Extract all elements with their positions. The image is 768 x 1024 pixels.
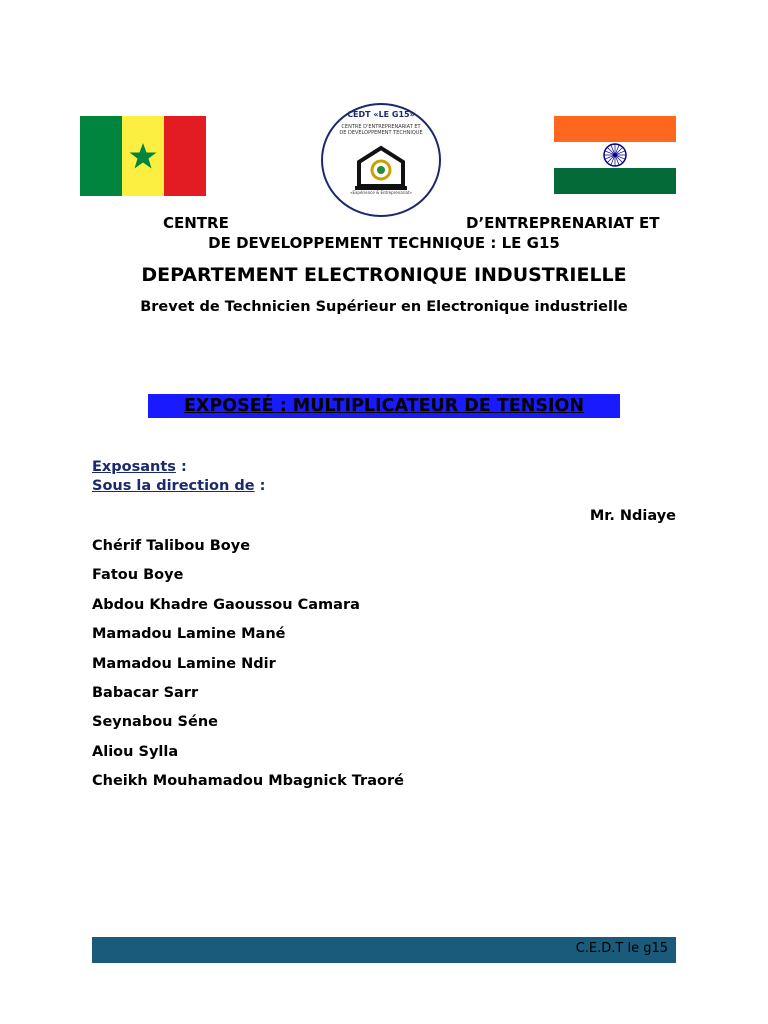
supervisor-name: Mr. Ndiaye bbox=[589, 508, 676, 524]
presenter-item: Mamadou Lamine Ndir bbox=[92, 655, 276, 672]
centre-label: CENTRE bbox=[163, 214, 229, 232]
presenter-item: Fatou Boye bbox=[92, 567, 184, 584]
topic-title: EXPOSEÉ : MULTIPLICATEUR DE TENSION bbox=[148, 394, 620, 418]
presenter-item: Aliou Sylla bbox=[92, 743, 179, 760]
presenter-item: Abdou Khadre Gaoussou Camara bbox=[92, 596, 360, 613]
logo-title: CEDT «LE G15» bbox=[347, 110, 415, 119]
logo-subtitle-line2: DE DEVELOPPEMENT TECHNIQUE bbox=[339, 130, 423, 136]
presenters-list bbox=[92, 536, 404, 801]
direction-colon: : bbox=[254, 478, 266, 494]
exposants-label bbox=[92, 459, 187, 475]
ashoka-chakra-icon bbox=[603, 143, 627, 167]
cedt-logo bbox=[320, 102, 442, 218]
exposants-text: Exposants bbox=[92, 459, 176, 475]
entreprenariat-label: D’ENTREPRENARIAT ET bbox=[466, 214, 660, 232]
footer-text: C.E.D.T le g15 bbox=[575, 941, 668, 956]
presenter-item: Chérif Talibou Boye bbox=[92, 538, 251, 554]
direction-label bbox=[92, 478, 265, 494]
logo-subtitle-line1: CENTRE D'ENTREPRENARIAT ET bbox=[341, 124, 421, 130]
presenter-item: Mamadou Lamine Mané bbox=[92, 626, 286, 643]
exposants-colon: : bbox=[175, 459, 187, 475]
logo-subtitle bbox=[330, 124, 432, 136]
diploma-title: Brevet de Technicien Supérieur en Electronique industrielle bbox=[140, 299, 628, 315]
senegal-flag bbox=[80, 116, 206, 196]
centre-subtitle: DE DEVELOPPEMENT TECHNIQUE : LE G15 bbox=[208, 234, 560, 252]
presenter-item: Babacar Sarr bbox=[92, 684, 199, 701]
star-icon bbox=[128, 141, 158, 171]
logo-motto: «Expérience & Entreprenariat» bbox=[350, 190, 412, 195]
direction-text: Sous la direction de bbox=[92, 478, 255, 494]
department-title: DEPARTEMENT ELECTRONIQUE INDUSTRIELLE bbox=[141, 264, 627, 286]
india-flag bbox=[554, 116, 676, 194]
presenter-item: Seynabou Séne bbox=[92, 714, 218, 731]
presenter-item: Cheikh Mouhamadou Mbagnick Traoré bbox=[92, 773, 404, 790]
